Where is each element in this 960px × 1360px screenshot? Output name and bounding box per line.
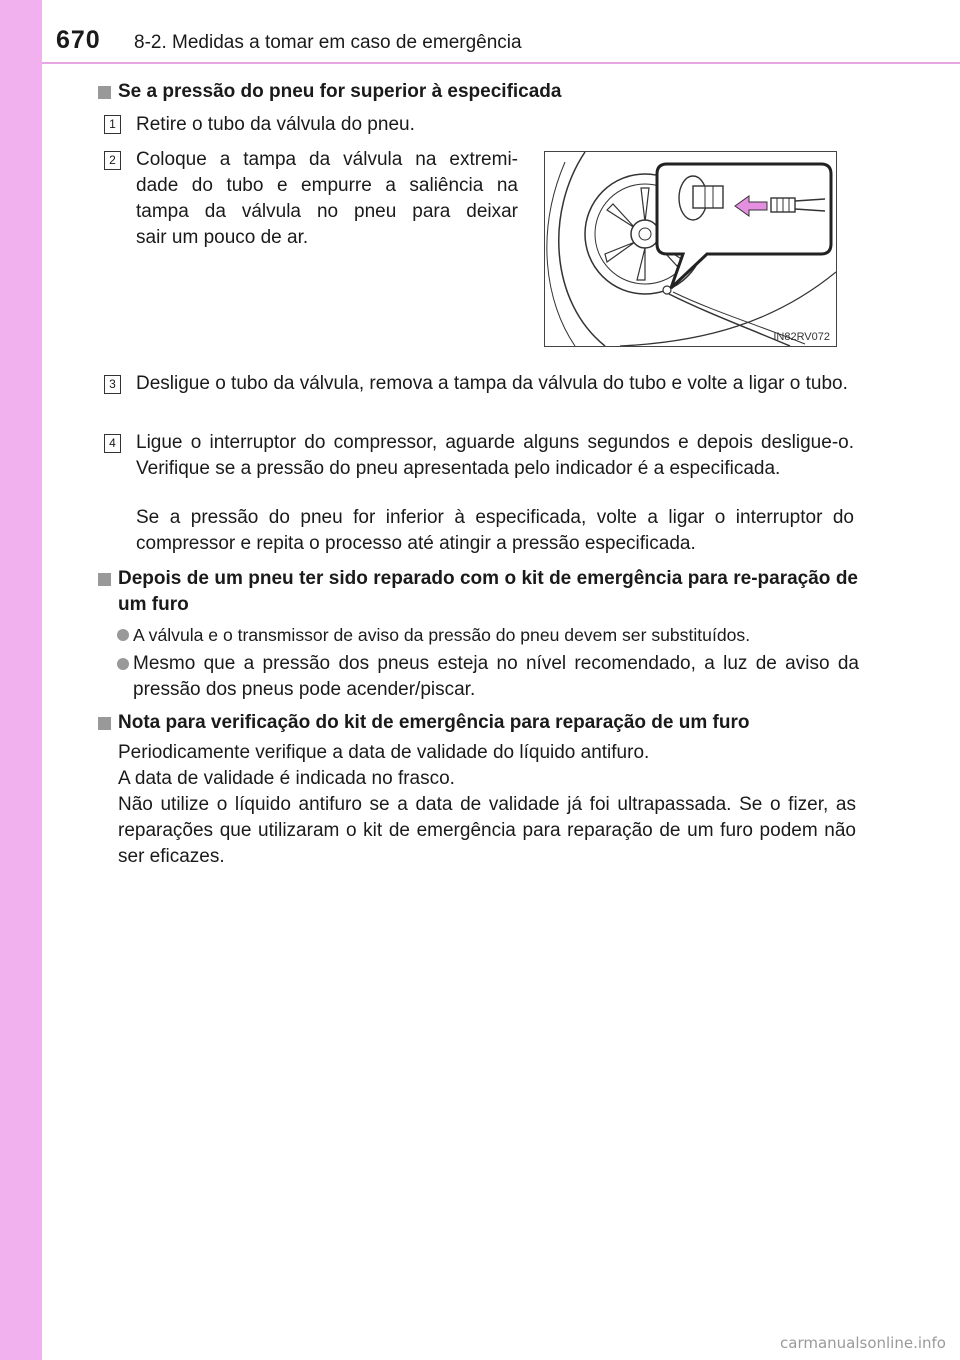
step-number-badge: 1 <box>104 115 121 134</box>
heading-kit-check <box>98 710 878 736</box>
chapter-side-tab <box>0 0 42 1360</box>
step-2-line: tampa da válvula no pneu para deixar <box>136 201 518 222</box>
watermark: carmanualsonline.info <box>780 1334 946 1352</box>
step-2-text <box>136 147 518 251</box>
bullet-item <box>117 622 859 648</box>
step-number-badge: 2 <box>104 151 121 170</box>
step-1-text: Retire o tubo da válvula do pneu. <box>136 114 415 135</box>
step-2-line: Coloque a tampa da válvula na extremi- <box>136 149 518 170</box>
step-4-note: Se a pressão do pneu for inferior à especificada, volte a ligar o interruptor do compressor e repita o processo até atingir a pressão especificada. <box>136 507 854 554</box>
kit-check-paragraph <box>118 740 856 870</box>
paragraph-line: A data de validade é indicada no frasco. <box>118 768 455 789</box>
step-3-text: Desligue o tubo da válvula, remova a tampa da válvula do tubo e volte a ligar o tubo. <box>136 373 848 394</box>
figure-code: IN82RV072 <box>773 331 830 343</box>
tire-valve-drawing <box>545 152 836 346</box>
square-bullet-icon <box>98 717 111 730</box>
section-title: 8-2. Medidas a tomar em caso de emergência <box>134 32 522 53</box>
bullet-item <box>117 651 859 703</box>
heading-text: Se a pressão do pneu for superior à especificada <box>118 81 562 102</box>
paragraph-line: Periodicamente verifique a data de validade do líquido antifuro. <box>118 742 650 763</box>
bullet-text: Mesmo que a pressão dos pneus esteja no nível recomendado, a luz de aviso da pressão dos pneus pode acender/piscar. <box>133 653 859 700</box>
heading-text: Depois de um pneu ter sido reparado com o kit de emergência para re-paração de um furo <box>118 568 858 615</box>
paragraph-line: Não utilize o líquido antifuro se a data de validade já foi ultrapassada. Se o fizer, as reparações que utilizaram o kit de emergência para reparação de um furo podem não ser eficazes. <box>118 794 856 867</box>
heading-after-repair <box>98 566 858 618</box>
square-bullet-icon <box>98 86 111 99</box>
square-bullet-icon <box>98 573 111 586</box>
step-2-line: dade do tubo e empurre a saliência na <box>136 175 518 196</box>
heading-text: Nota para verificação do kit de emergência para reparação de um furo <box>118 712 750 733</box>
step-2-line: sair um pouco de ar. <box>136 227 309 248</box>
round-bullet-icon <box>117 629 129 641</box>
valve-illustration <box>544 151 837 347</box>
step-number-badge: 3 <box>104 375 121 394</box>
page-number: 670 <box>56 26 101 54</box>
heading-over-pressure <box>98 79 858 105</box>
step-4-text: Ligue o interruptor do compressor, aguarde alguns segundos e depois desligue-o. Verifique se a pressão do pneu apresentada pelo indicador é a especificada. <box>136 432 854 479</box>
bullet-text: A válvula e o transmissor de aviso da pressão do pneu devem ser substituídos. <box>133 625 751 645</box>
header-divider <box>42 62 960 64</box>
round-bullet-icon <box>117 658 129 670</box>
step-number-badge: 4 <box>104 434 121 453</box>
